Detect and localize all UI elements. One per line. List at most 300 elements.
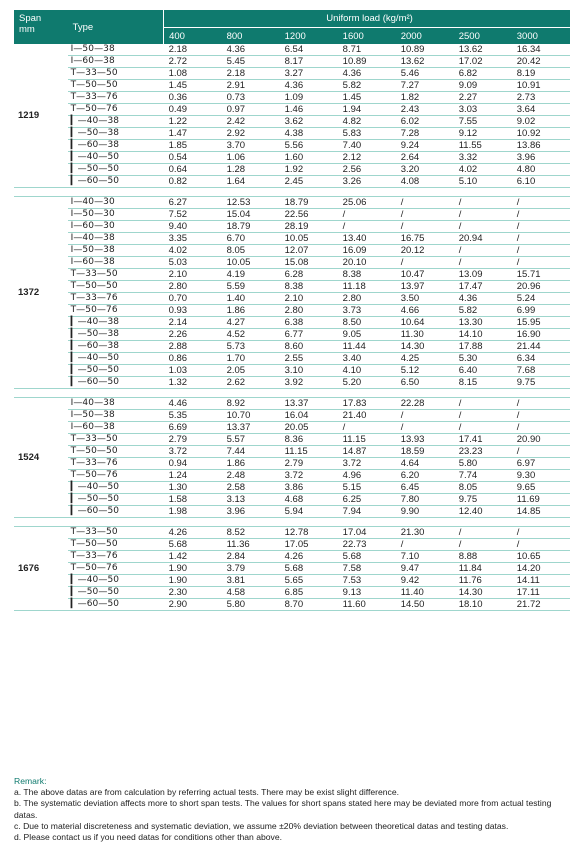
load-value-cell: 3.86: [280, 482, 338, 494]
load-value-cell: 8.52: [222, 527, 280, 539]
load-value-cell: 2.48: [222, 470, 280, 482]
load-value-cell: 0.73: [222, 92, 280, 104]
load-value-cell: 8.70: [280, 599, 338, 611]
load-value-cell: /: [338, 221, 396, 233]
load-value-cell: 1.86: [222, 458, 280, 470]
table-row: [14, 434, 570, 446]
load-value-cell: 11.36: [222, 539, 280, 551]
table-row: [14, 80, 570, 92]
load-value-cell: 4.52: [222, 329, 280, 341]
load-value-cell: 5.65: [280, 575, 338, 587]
load-value-cell: 4.36: [338, 68, 396, 80]
load-value-cell: 5.83: [338, 128, 396, 140]
type-cell: T—50—76: [68, 563, 164, 575]
load-value-cell: 2.91: [222, 80, 280, 92]
type-cell: T—33—50: [68, 68, 164, 80]
load-value-cell: 9.24: [396, 140, 454, 152]
table-row: [14, 527, 570, 539]
type-cell: ▎—50—50: [68, 164, 164, 176]
load-value-cell: 3.96: [512, 152, 570, 164]
load-value-cell: 2.18: [222, 68, 280, 80]
load-value-cell: 1.42: [164, 551, 222, 563]
load-value-cell: 5.12: [396, 365, 454, 377]
load-value-cell: 13.62: [454, 44, 512, 56]
remarks-title: Remark:: [14, 776, 47, 786]
load-value-cell: 14.30: [454, 587, 512, 599]
load-value-cell: 11.30: [396, 329, 454, 341]
load-value-cell: 6.85: [280, 587, 338, 599]
load-value-cell: 16.09: [338, 245, 396, 257]
span-header-unit: mm: [19, 24, 35, 35]
table-row: [14, 341, 570, 353]
type-cell: ▎—40—50: [68, 353, 164, 365]
load-value-cell: 17.11: [512, 587, 570, 599]
load-value-cell: 1.08: [164, 68, 222, 80]
load-value-cell: 1.82: [396, 92, 454, 104]
load-value-cell: /: [454, 197, 512, 209]
table-row: [14, 269, 570, 281]
table-row: [14, 422, 570, 434]
load-value-cell: 11.18: [338, 281, 396, 293]
load-value-cell: 3.62: [280, 116, 338, 128]
load-value-cell: 4.02: [164, 245, 222, 257]
load-value-cell: 4.36: [222, 44, 280, 56]
load-value-cell: 1.92: [280, 164, 338, 176]
load-value-cell: 7.28: [396, 128, 454, 140]
type-cell: ▎—50—50: [68, 587, 164, 599]
load-value-cell: 13.40: [338, 233, 396, 245]
table-row: [14, 353, 570, 365]
load-value-cell: 14.85: [512, 506, 570, 518]
load-value-cell: 4.27: [222, 317, 280, 329]
load-value-cell: 7.44: [222, 446, 280, 458]
type-cell: ▎—50—50: [68, 494, 164, 506]
load-value-cell: 10.05: [222, 257, 280, 269]
load-value-cell: 8.88: [454, 551, 512, 563]
load-value-cell: /: [512, 209, 570, 221]
load-value-cell: 2.79: [280, 458, 338, 470]
type-cell: T—33—50: [68, 434, 164, 446]
load-value-cell: 4.36: [454, 293, 512, 305]
load-value-cell: /: [396, 197, 454, 209]
load-value-cell: 13.30: [454, 317, 512, 329]
load-value-cell: 11.76: [454, 575, 512, 587]
load-value-cell: 3.96: [222, 506, 280, 518]
load-value-cell: 2.80: [164, 281, 222, 293]
type-cell: T—50—76: [68, 305, 164, 317]
load-value-cell: 8.05: [454, 482, 512, 494]
table-row: [14, 176, 570, 188]
load-value-cell: 13.09: [454, 269, 512, 281]
type-cell: I—40—38: [68, 398, 164, 410]
table-row: [14, 563, 570, 575]
table-row: [14, 116, 570, 128]
table-row: [14, 410, 570, 422]
load-value-cell: 23.23: [454, 446, 512, 458]
load-value-cell: 1.45: [164, 80, 222, 92]
load-value-cell: 7.40: [338, 140, 396, 152]
type-cell: T—33—50: [68, 269, 164, 281]
load-value-cell: /: [512, 410, 570, 422]
load-value-cell: 11.44: [338, 341, 396, 353]
span-value: 1219: [14, 44, 68, 188]
load-value-cell: 2.90: [164, 599, 222, 611]
load-value-cell: 3.26: [338, 176, 396, 188]
load-value-cell: 3.50: [396, 293, 454, 305]
load-value-cell: 3.27: [280, 68, 338, 80]
load-value-cell: 9.65: [512, 482, 570, 494]
load-value-cell: 16.75: [396, 233, 454, 245]
load-value-cell: 1.09: [280, 92, 338, 104]
load-value-cell: 4.10: [338, 365, 396, 377]
type-cell: I—50—38: [68, 245, 164, 257]
remarks-list: [14, 787, 570, 843]
load-value-cell: 5.94: [280, 506, 338, 518]
load-value-cell: 14.87: [338, 446, 396, 458]
load-value-cell: /: [454, 209, 512, 221]
table-row: [14, 56, 570, 68]
load-value-cell: 17.47: [454, 281, 512, 293]
load-value-cell: 7.55: [454, 116, 512, 128]
type-cell: ▎—50—38: [68, 329, 164, 341]
load-value-cell: 4.38: [280, 128, 338, 140]
type-cell: ▎—40—50: [68, 152, 164, 164]
load-value-cell: 17.05: [280, 539, 338, 551]
load-value-cell: 13.37: [280, 398, 338, 410]
load-value-cell: /: [454, 527, 512, 539]
type-cell: I—60—38: [68, 257, 164, 269]
load-value-cell: 20.94: [454, 233, 512, 245]
load-value-cell: 8.50: [338, 317, 396, 329]
load-value-cell: 4.96: [338, 470, 396, 482]
remark-item: d. Please contact us if you need datas for conditions other than above.: [14, 832, 283, 843]
table-row: [14, 44, 570, 56]
load-value-cell: 21.72: [512, 599, 570, 611]
table-row: [14, 506, 570, 518]
table-row: [14, 470, 570, 482]
load-value-cell: /: [454, 245, 512, 257]
load-value-cell: 1.85: [164, 140, 222, 152]
load-value-cell: 9.02: [512, 116, 570, 128]
load-value-cell: 20.10: [338, 257, 396, 269]
load-value-cell: 4.66: [396, 305, 454, 317]
load-value-cell: 17.83: [338, 398, 396, 410]
load-value-cell: 21.40: [338, 410, 396, 422]
load-value-cell: 17.41: [454, 434, 512, 446]
load-value-cell: 8.17: [280, 56, 338, 68]
load-value-cell: 1.58: [164, 494, 222, 506]
load-value-cell: 2.80: [280, 305, 338, 317]
load-value-cell: 1.90: [164, 563, 222, 575]
load-value-cell: 5.59: [222, 281, 280, 293]
load-value-cell: 8.36: [280, 434, 338, 446]
load-value-cell: 2.84: [222, 551, 280, 563]
load-value-cell: 7.94: [338, 506, 396, 518]
load-value-cell: 6.45: [396, 482, 454, 494]
load-value-cell: 12.78: [280, 527, 338, 539]
load-value-cell: 4.82: [338, 116, 396, 128]
table-row: [14, 221, 570, 233]
load-value-cell: 2.72: [164, 56, 222, 68]
load-value-cell: 3.35: [164, 233, 222, 245]
load-value-cell: 9.05: [338, 329, 396, 341]
load-value-cell: 21.30: [396, 527, 454, 539]
type-cell: T—33—76: [68, 458, 164, 470]
load-value-cell: 0.49: [164, 104, 222, 116]
load-value-cell: 5.46: [396, 68, 454, 80]
load-value-cell: /: [512, 527, 570, 539]
load-value-cell: 15.71: [512, 269, 570, 281]
load-value-cell: 0.54: [164, 152, 222, 164]
type-cell: T—50—50: [68, 80, 164, 92]
load-value-cell: 10.64: [396, 317, 454, 329]
load-value-cell: 2.14: [164, 317, 222, 329]
load-value-cell: 22.28: [396, 398, 454, 410]
table-row: [14, 494, 570, 506]
load-value-cell: 9.47: [396, 563, 454, 575]
load-value-cell: 6.69: [164, 422, 222, 434]
load-value-cell: /: [396, 422, 454, 434]
load-value-cell: 13.93: [396, 434, 454, 446]
type-cell: I—40—38: [68, 233, 164, 245]
load-value-cell: 25.06: [338, 197, 396, 209]
load-value-cell: 13.86: [512, 140, 570, 152]
load-value-cell: /: [454, 221, 512, 233]
load-value-cell: 5.10: [454, 176, 512, 188]
load-value-cell: 17.02: [454, 56, 512, 68]
load-value-cell: 20.90: [512, 434, 570, 446]
load-value-cell: 7.10: [396, 551, 454, 563]
spacer-cell: [14, 389, 570, 398]
type-cell: T—33—76: [68, 293, 164, 305]
load-value-cell: /: [512, 446, 570, 458]
load-value-cell: 11.84: [454, 563, 512, 575]
load-value-cell: 2.05: [222, 365, 280, 377]
type-cell: ▎—60—38: [68, 341, 164, 353]
type-cell: ▎—60—50: [68, 599, 164, 611]
table-row: [14, 482, 570, 494]
load-value-cell: 2.73: [512, 92, 570, 104]
load-value-cell: 11.60: [338, 599, 396, 611]
load-value-cell: 2.56: [338, 164, 396, 176]
load-value-cell: 2.62: [222, 377, 280, 389]
group-spacer: [14, 389, 570, 398]
remark-item: a. The above datas are from calculation by referring actual tests. There may be exist slight difference.: [14, 787, 400, 798]
load-value-cell: 0.94: [164, 458, 222, 470]
load-value-cell: /: [454, 422, 512, 434]
load-value-cell: 12.07: [280, 245, 338, 257]
type-cell: I—60—38: [68, 422, 164, 434]
load-value-cell: 2.10: [164, 269, 222, 281]
load-value-cell: 1.32: [164, 377, 222, 389]
load-value-cell: 10.70: [222, 410, 280, 422]
load-value-cell: 8.05: [222, 245, 280, 257]
load-value-cell: 6.10: [512, 176, 570, 188]
load-value-cell: 5.24: [512, 293, 570, 305]
load-value-cell: 5.20: [338, 377, 396, 389]
load-value-cell: /: [454, 257, 512, 269]
load-value-cell: 11.15: [338, 434, 396, 446]
load-value-cell: 9.42: [396, 575, 454, 587]
load-value-cell: 1.86: [222, 305, 280, 317]
load-value-cell: 6.82: [454, 68, 512, 80]
load-value-cell: 5.68: [338, 551, 396, 563]
load-value-cell: 2.26: [164, 329, 222, 341]
load-value-cell: 1.24: [164, 470, 222, 482]
load-value-cell: 3.03: [454, 104, 512, 116]
load-value-cell: 3.40: [338, 353, 396, 365]
remark-item: b. The systematic deviation affects more to short span tests. The values for short spans stated here may be deviated more from actual testing datas.: [14, 798, 552, 820]
load-value-cell: 11.69: [512, 494, 570, 506]
span-value: 1524: [14, 398, 68, 518]
load-value-cell: 6.54: [280, 44, 338, 56]
table-row: [14, 587, 570, 599]
table-row: [14, 209, 570, 221]
load-value-cell: 0.64: [164, 164, 222, 176]
table-row: [14, 281, 570, 293]
load-value-cell: 22.73: [338, 539, 396, 551]
load-value-cell: 5.03: [164, 257, 222, 269]
load-value-cell: 6.70: [222, 233, 280, 245]
load-value-cell: /: [512, 221, 570, 233]
load-value-cell: 21.44: [512, 341, 570, 353]
load-value-cell: 3.70: [222, 140, 280, 152]
type-cell: I—50—30: [68, 209, 164, 221]
table-row: [14, 128, 570, 140]
load-value-cell: 20.05: [280, 422, 338, 434]
type-cell: I—50—38: [68, 44, 164, 56]
load-value-cell: 12.40: [454, 506, 512, 518]
load-value-cell: 6.27: [164, 197, 222, 209]
load-value-cell: 3.64: [512, 104, 570, 116]
table-row: [14, 317, 570, 329]
load-value-cell: 6.40: [454, 365, 512, 377]
load-value-cell: 20.42: [512, 56, 570, 68]
load-value-cell: 1.47: [164, 128, 222, 140]
uniform-load-header: Uniform load (kg/m²): [164, 10, 570, 28]
load-value-cell: 4.58: [222, 587, 280, 599]
load-value-cell: 13.37: [222, 422, 280, 434]
type-cell: ▎—50—38: [68, 128, 164, 140]
table-row: [14, 539, 570, 551]
table-row: [14, 68, 570, 80]
load-value-cell: 5.80: [222, 599, 280, 611]
load-value-cell: 5.57: [222, 434, 280, 446]
load-value-cell: /: [454, 410, 512, 422]
type-cell: T—33—76: [68, 92, 164, 104]
load-value-cell: 9.12: [454, 128, 512, 140]
load-header-2500: 2500: [454, 28, 512, 45]
load-value-cell: 6.50: [396, 377, 454, 389]
table-row: [14, 551, 570, 563]
load-value-cell: /: [396, 221, 454, 233]
load-value-cell: 5.45: [222, 56, 280, 68]
span-column-header: [14, 10, 68, 44]
span-value: 1676: [14, 527, 68, 611]
load-value-cell: 3.20: [396, 164, 454, 176]
load-value-cell: 3.72: [164, 446, 222, 458]
table-body: [14, 44, 570, 611]
table-row: [14, 257, 570, 269]
load-value-cell: 7.27: [396, 80, 454, 92]
load-value-cell: 6.02: [396, 116, 454, 128]
load-value-cell: 6.99: [512, 305, 570, 317]
load-value-cell: 7.53: [338, 575, 396, 587]
type-cell: T—50—50: [68, 281, 164, 293]
load-value-cell: 8.92: [222, 398, 280, 410]
load-value-cell: 18.59: [396, 446, 454, 458]
load-value-cell: 5.30: [454, 353, 512, 365]
load-value-cell: 2.88: [164, 341, 222, 353]
load-value-cell: /: [338, 209, 396, 221]
load-value-cell: 1.03: [164, 365, 222, 377]
load-value-cell: 3.79: [222, 563, 280, 575]
load-value-cell: 4.68: [280, 494, 338, 506]
load-value-cell: 7.68: [512, 365, 570, 377]
load-value-cell: 2.80: [338, 293, 396, 305]
load-value-cell: 28.19: [280, 221, 338, 233]
load-value-cell: 5.82: [454, 305, 512, 317]
load-value-cell: 16.34: [512, 44, 570, 56]
load-value-cell: 5.35: [164, 410, 222, 422]
load-value-cell: 10.05: [280, 233, 338, 245]
load-value-cell: 14.20: [512, 563, 570, 575]
load-header-800: 800: [222, 28, 280, 45]
load-value-cell: 4.25: [396, 353, 454, 365]
table-row: [14, 92, 570, 104]
load-value-cell: 2.58: [222, 482, 280, 494]
load-value-cell: /: [454, 398, 512, 410]
load-value-cell: 6.97: [512, 458, 570, 470]
load-value-cell: 3.73: [338, 305, 396, 317]
load-value-cell: 4.64: [396, 458, 454, 470]
load-value-cell: 1.90: [164, 575, 222, 587]
load-value-cell: 18.79: [222, 221, 280, 233]
load-value-cell: /: [338, 422, 396, 434]
load-header-400: 400: [164, 28, 222, 45]
load-value-cell: 15.95: [512, 317, 570, 329]
load-value-cell: 14.30: [396, 341, 454, 353]
type-cell: I—60—38: [68, 56, 164, 68]
load-value-cell: 3.13: [222, 494, 280, 506]
load-value-cell: 18.10: [454, 599, 512, 611]
load-value-cell: /: [512, 233, 570, 245]
type-column-header: Type: [68, 10, 164, 44]
load-table-container: [14, 10, 570, 611]
table-row: [14, 458, 570, 470]
table-row: [14, 293, 570, 305]
table-row: [14, 245, 570, 257]
load-value-cell: 6.28: [280, 269, 338, 281]
load-value-cell: 2.42: [222, 116, 280, 128]
load-value-cell: 1.70: [222, 353, 280, 365]
load-value-cell: 9.75: [454, 494, 512, 506]
load-value-cell: 9.40: [164, 221, 222, 233]
load-value-cell: 14.50: [396, 599, 454, 611]
load-value-cell: 13.62: [396, 56, 454, 68]
load-table: [14, 10, 570, 611]
table-row: [14, 233, 570, 245]
load-value-cell: 4.02: [454, 164, 512, 176]
load-value-cell: 17.88: [454, 341, 512, 353]
load-value-cell: 10.65: [512, 551, 570, 563]
load-value-cell: 0.82: [164, 176, 222, 188]
type-cell: ▎—40—50: [68, 482, 164, 494]
load-value-cell: /: [512, 197, 570, 209]
load-value-cell: /: [454, 539, 512, 551]
load-value-cell: /: [512, 245, 570, 257]
load-value-cell: 1.60: [280, 152, 338, 164]
